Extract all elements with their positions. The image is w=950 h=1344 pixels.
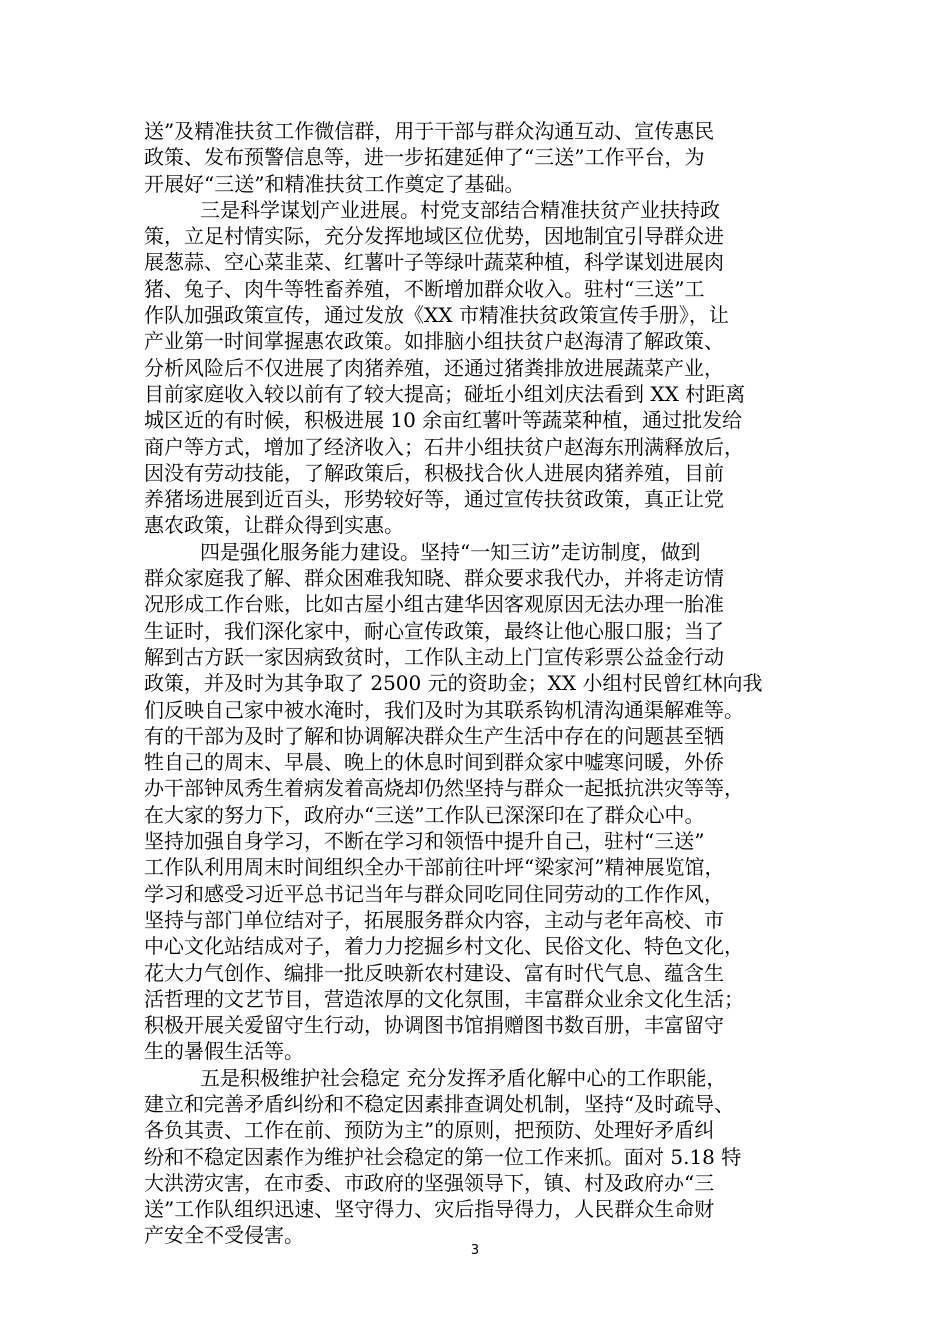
text-line: 产业第一时间掌握惠农政策。如排脑小组扶贫户赵海清了解政策、 (144, 329, 724, 354)
text-line: 送”工作队组织迅速、坚守得力、灾后指导得力，人民群众生命财 (144, 1197, 715, 1222)
text-line: 花大力气创作、编排一批反映新农村建设、富有时代气息、蕴含生 (144, 960, 724, 985)
text-line: 政策、发布预警信息等，进一步拓建延伸了“三送”工作平台，为 (144, 145, 705, 170)
text-line: 办干部钟凤秀生着病发着高烧却仍然坚持与群众一起抵抗洪灾等等， (144, 776, 744, 801)
text-line: 生的暑假生活等。 (144, 1039, 304, 1064)
text-line: 策，立足村情实际，充分发挥地域区位优势，因地制宜引导群众进 (144, 224, 724, 249)
text-line: 工作队利用周末时间组织全办干部前往叶坪“梁家河”精神展览馆， (144, 855, 725, 880)
text-line: 大洪涝灾害，在市委、市政府的坚强领导下，镇、村及政府办“三 (144, 1170, 715, 1195)
text-line: 积极开展关爱留守生行动，协调图书馆捐赠图书数百册，丰富留守 (144, 1013, 724, 1038)
text-line: 牲自己的周末、早晨、晚上的休息时间到群众家中嘘寒问暖，外侨 (144, 750, 724, 775)
text-line: 建立和完善矛盾纠纷和不稳定因素排查调处机制，坚持“及时疏导、 (144, 1091, 735, 1116)
text-line: 送”及精准扶贫工作微信群，用于干部与群众沟通互动、宣传惠民 (144, 119, 715, 143)
text-line: 商户等方式，增加了经济收入；石井小组扶贫户赵海东刑满释放后， (144, 434, 744, 459)
text-line: 猪、兔子、肉牛等牲畜养殖，不断增加群众收入。驻村“三送”工 (144, 276, 705, 301)
text-line: 分析风险后不仅进展了肉猪养殖，还通过猪粪排放进展蔬菜产业， (144, 355, 724, 380)
text-line: 因没有劳动技能，了解政策后，积极找合伙人进展肉猪养殖，目前 (144, 460, 724, 485)
text-line: 解到古方跃一家因病致贫时，工作队主动上门宣传彩票公益金行动 (144, 644, 724, 669)
text-line: 目前家庭收入较以前有了较大提高；碰坵小组刘庆法看到 XX 村距离 (144, 381, 746, 406)
text-line: 活哲理的文艺节目，营造浓厚的文化氛围，丰富群众业余文化生活； (144, 986, 744, 1011)
text-line: 们反映自己家中被水淹时，我们及时为其联系钩机清沟通渠解难等。 (144, 697, 744, 722)
page-number: 3 (470, 1243, 480, 1258)
text-line: 群众家庭我了解、群众困难我知晓、群众要求我代办，并将走访情 (144, 566, 724, 591)
text-line: 中心文化站结成对子，着力力挖掘乡村文化、民俗文化、特色文化， (144, 934, 744, 959)
paragraph-start-line: 五是积极维护社会稳定 充分发挥矛盾化解中心的工作职能， (200, 1065, 727, 1090)
text-line: 养猪场进展到近百头，形势较好等，通过宣传扶贫政策，真正让党 (144, 487, 724, 512)
paragraph-start-line: 四是强化服务能力建设。坚持“一知三访”走访制度，做到 (200, 539, 701, 564)
text-line: 产安全不受侵害。 (144, 1223, 304, 1248)
text-line: 况形成工作台账，比如古屋小组古建华因客观原因无法办理一胎准 (144, 592, 724, 617)
text-line: 坚持与部门单位结对子，拓展服务群众内容，主动与老年高校、市 (144, 907, 724, 932)
text-line: 政策，并及时为其争取了 2500 元的资助金；XX 小组村民曾红林向我 (144, 671, 763, 696)
body-text (144, 118, 820, 1249)
paragraph-start-line: 三是科学谋划产业进展。村党支部结合精准扶贫产业扶持政 (200, 197, 720, 222)
text-line: 作队加强政策宣传，通过发放《XX 市精准扶贫政策宣传手册》，让 (144, 303, 729, 328)
text-line: 展葱蒜、空心菜韭菜、红薯叶子等绿叶蔬菜种植，科学谋划进展肉 (144, 250, 724, 275)
text-line: 纷和不稳定因素作为维护社会稳定的第一位工作来抓。面对 5.18 特 (144, 1144, 742, 1169)
text-line: 在大家的努力下，政府办“三送”工作队已深深印在了群众心中。 (144, 802, 705, 827)
text-line: 有的干部为及时了解和协调解决群众生产生活中存在的问题甚至牺 (144, 723, 724, 748)
text-line: 学习和感受习近平总书记当年与群众同吃同住同劳动的工作作风， (144, 881, 724, 906)
text-line: 开展好“三送”和精准扶贫工作奠定了基础。 (144, 171, 525, 196)
text-line: 城区近的有时候，积极进展 10 余亩红薯叶等蔬菜种植，通过批发给 (144, 408, 743, 433)
text-line: 惠农政策，让群众得到实惠。 (144, 513, 404, 538)
text-line: 各负其责、工作在前、预防为主”的原则，把预防、处理好矛盾纠 (144, 1118, 715, 1143)
text-line: 生证时，我们深化家中，耐心宣传政策，最终让他心服口服；当了 (144, 618, 724, 643)
text-line: 坚持加强自身学习，不断在学习和领悟中提升自己，驻村“三送” (144, 829, 705, 854)
